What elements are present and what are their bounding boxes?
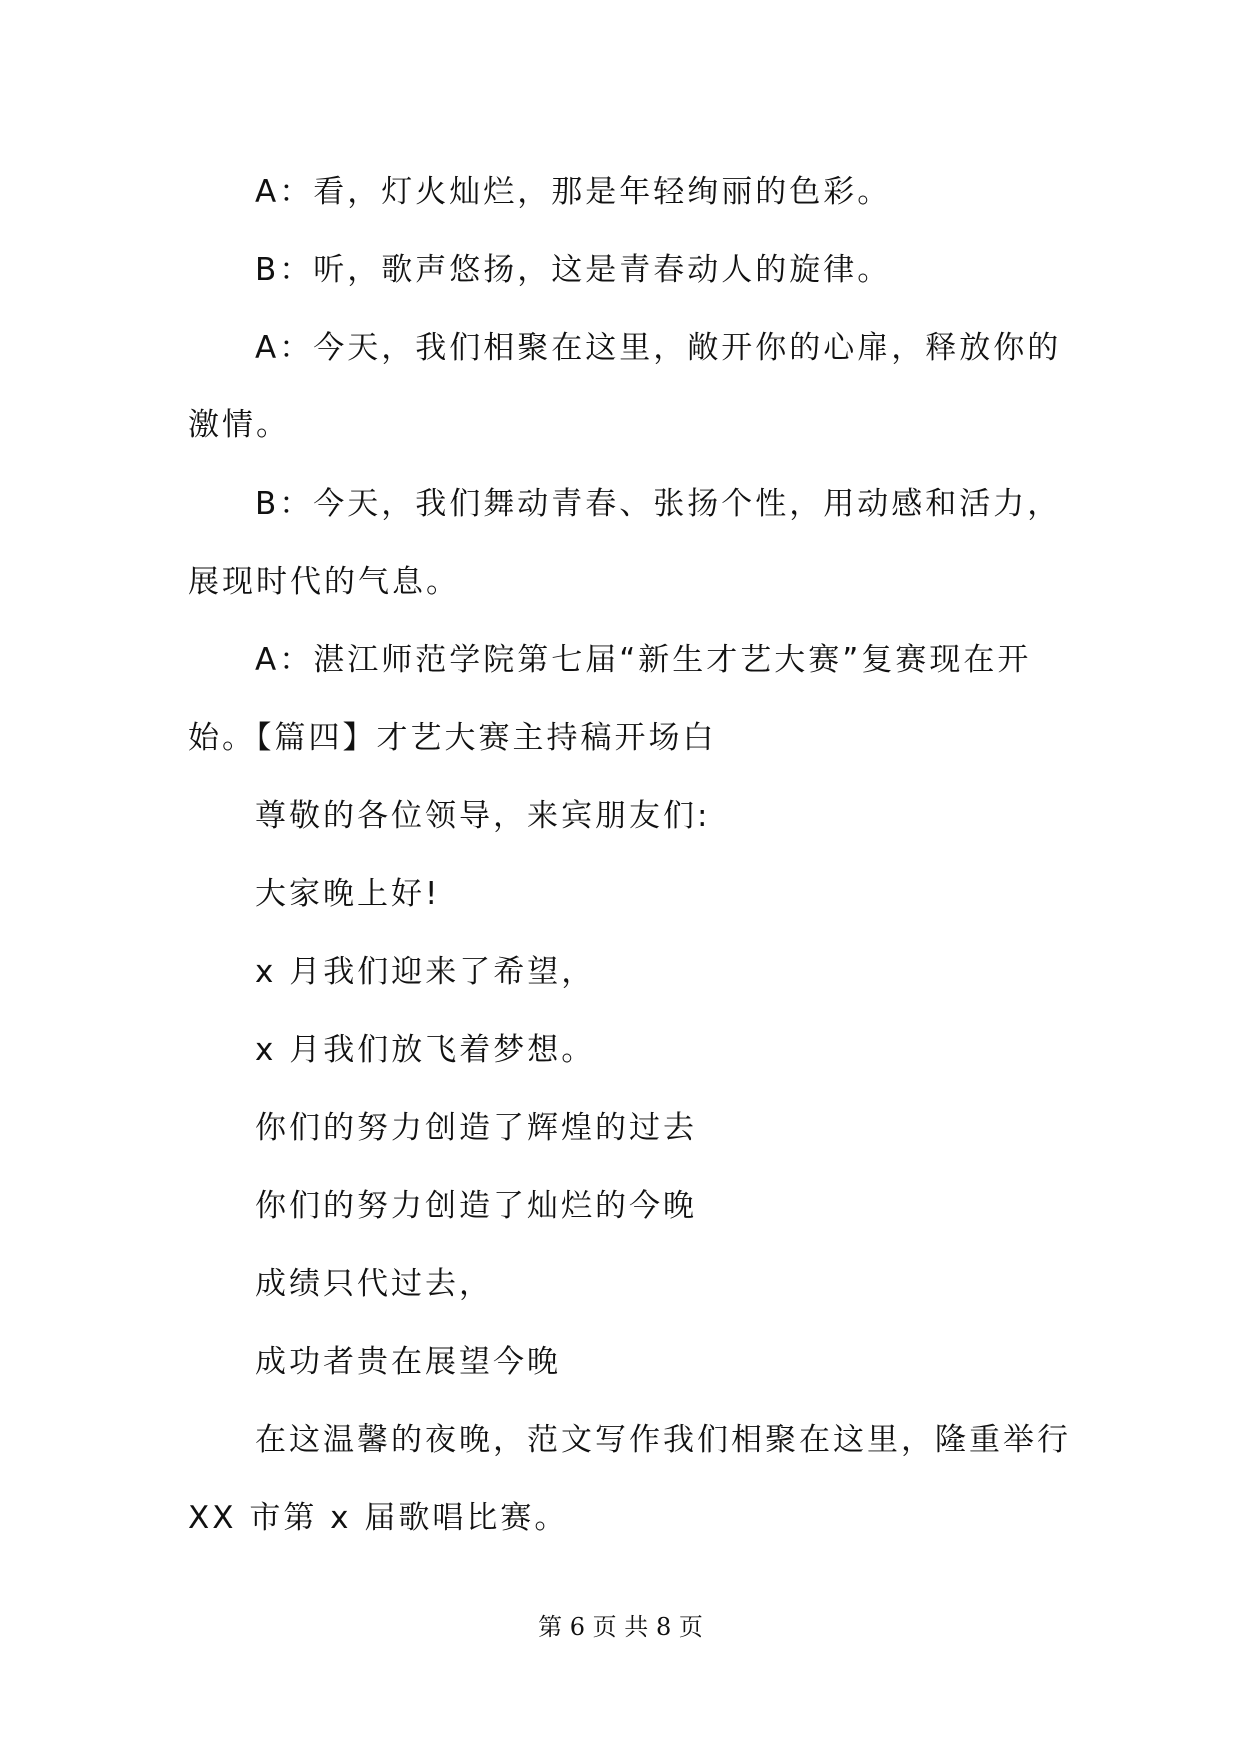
- paragraph-line: 始。【篇四】才艺大赛主持稿开场白: [188, 720, 717, 756]
- paragraph-line: B：听，歌声悠扬，这是青春动人的旋律。: [255, 252, 892, 288]
- paragraph-line: A：看，灯火灿烂，那是年轻绚丽的色彩。: [255, 174, 892, 210]
- paragraph-line: 成功者贵在展望今晚: [255, 1344, 561, 1380]
- paragraph-line: 成绩只代过去，: [255, 1266, 493, 1302]
- paragraph-line: 大家晚上好!: [255, 876, 441, 912]
- paragraph-line: 你们的努力创造了灿烂的今晚: [255, 1188, 697, 1224]
- paragraph-line: A：今天，我们相聚在这里，敞开你的心扉，释放你的: [255, 330, 1062, 366]
- paragraph-line: 你们的努力创造了辉煌的过去: [255, 1110, 697, 1146]
- paragraph-line: x 月我们放飞着梦想。: [255, 1032, 596, 1068]
- paragraph-line: 尊敬的各位领导，来宾朋友们:: [255, 798, 711, 834]
- page-number-footer: 第 6 页 共 8 页: [538, 1613, 703, 1641]
- paragraph-line: XX 市第 x 届歌唱比赛。: [188, 1500, 569, 1536]
- paragraph-line: 激情。: [188, 407, 290, 443]
- paragraph-line: x 月我们迎来了希望，: [255, 954, 596, 990]
- paragraph-line: 展现时代的气息。: [188, 564, 460, 600]
- paragraph-line: A：湛江师范学院第七届“新生才艺大赛”复赛现在开: [255, 642, 1032, 678]
- paragraph-line: B：今天，我们舞动青春、张扬个性，用动感和活力，: [255, 486, 1062, 522]
- paragraph-line: 在这温馨的夜晚，范文写作我们相聚在这里，隆重举行: [255, 1422, 1071, 1458]
